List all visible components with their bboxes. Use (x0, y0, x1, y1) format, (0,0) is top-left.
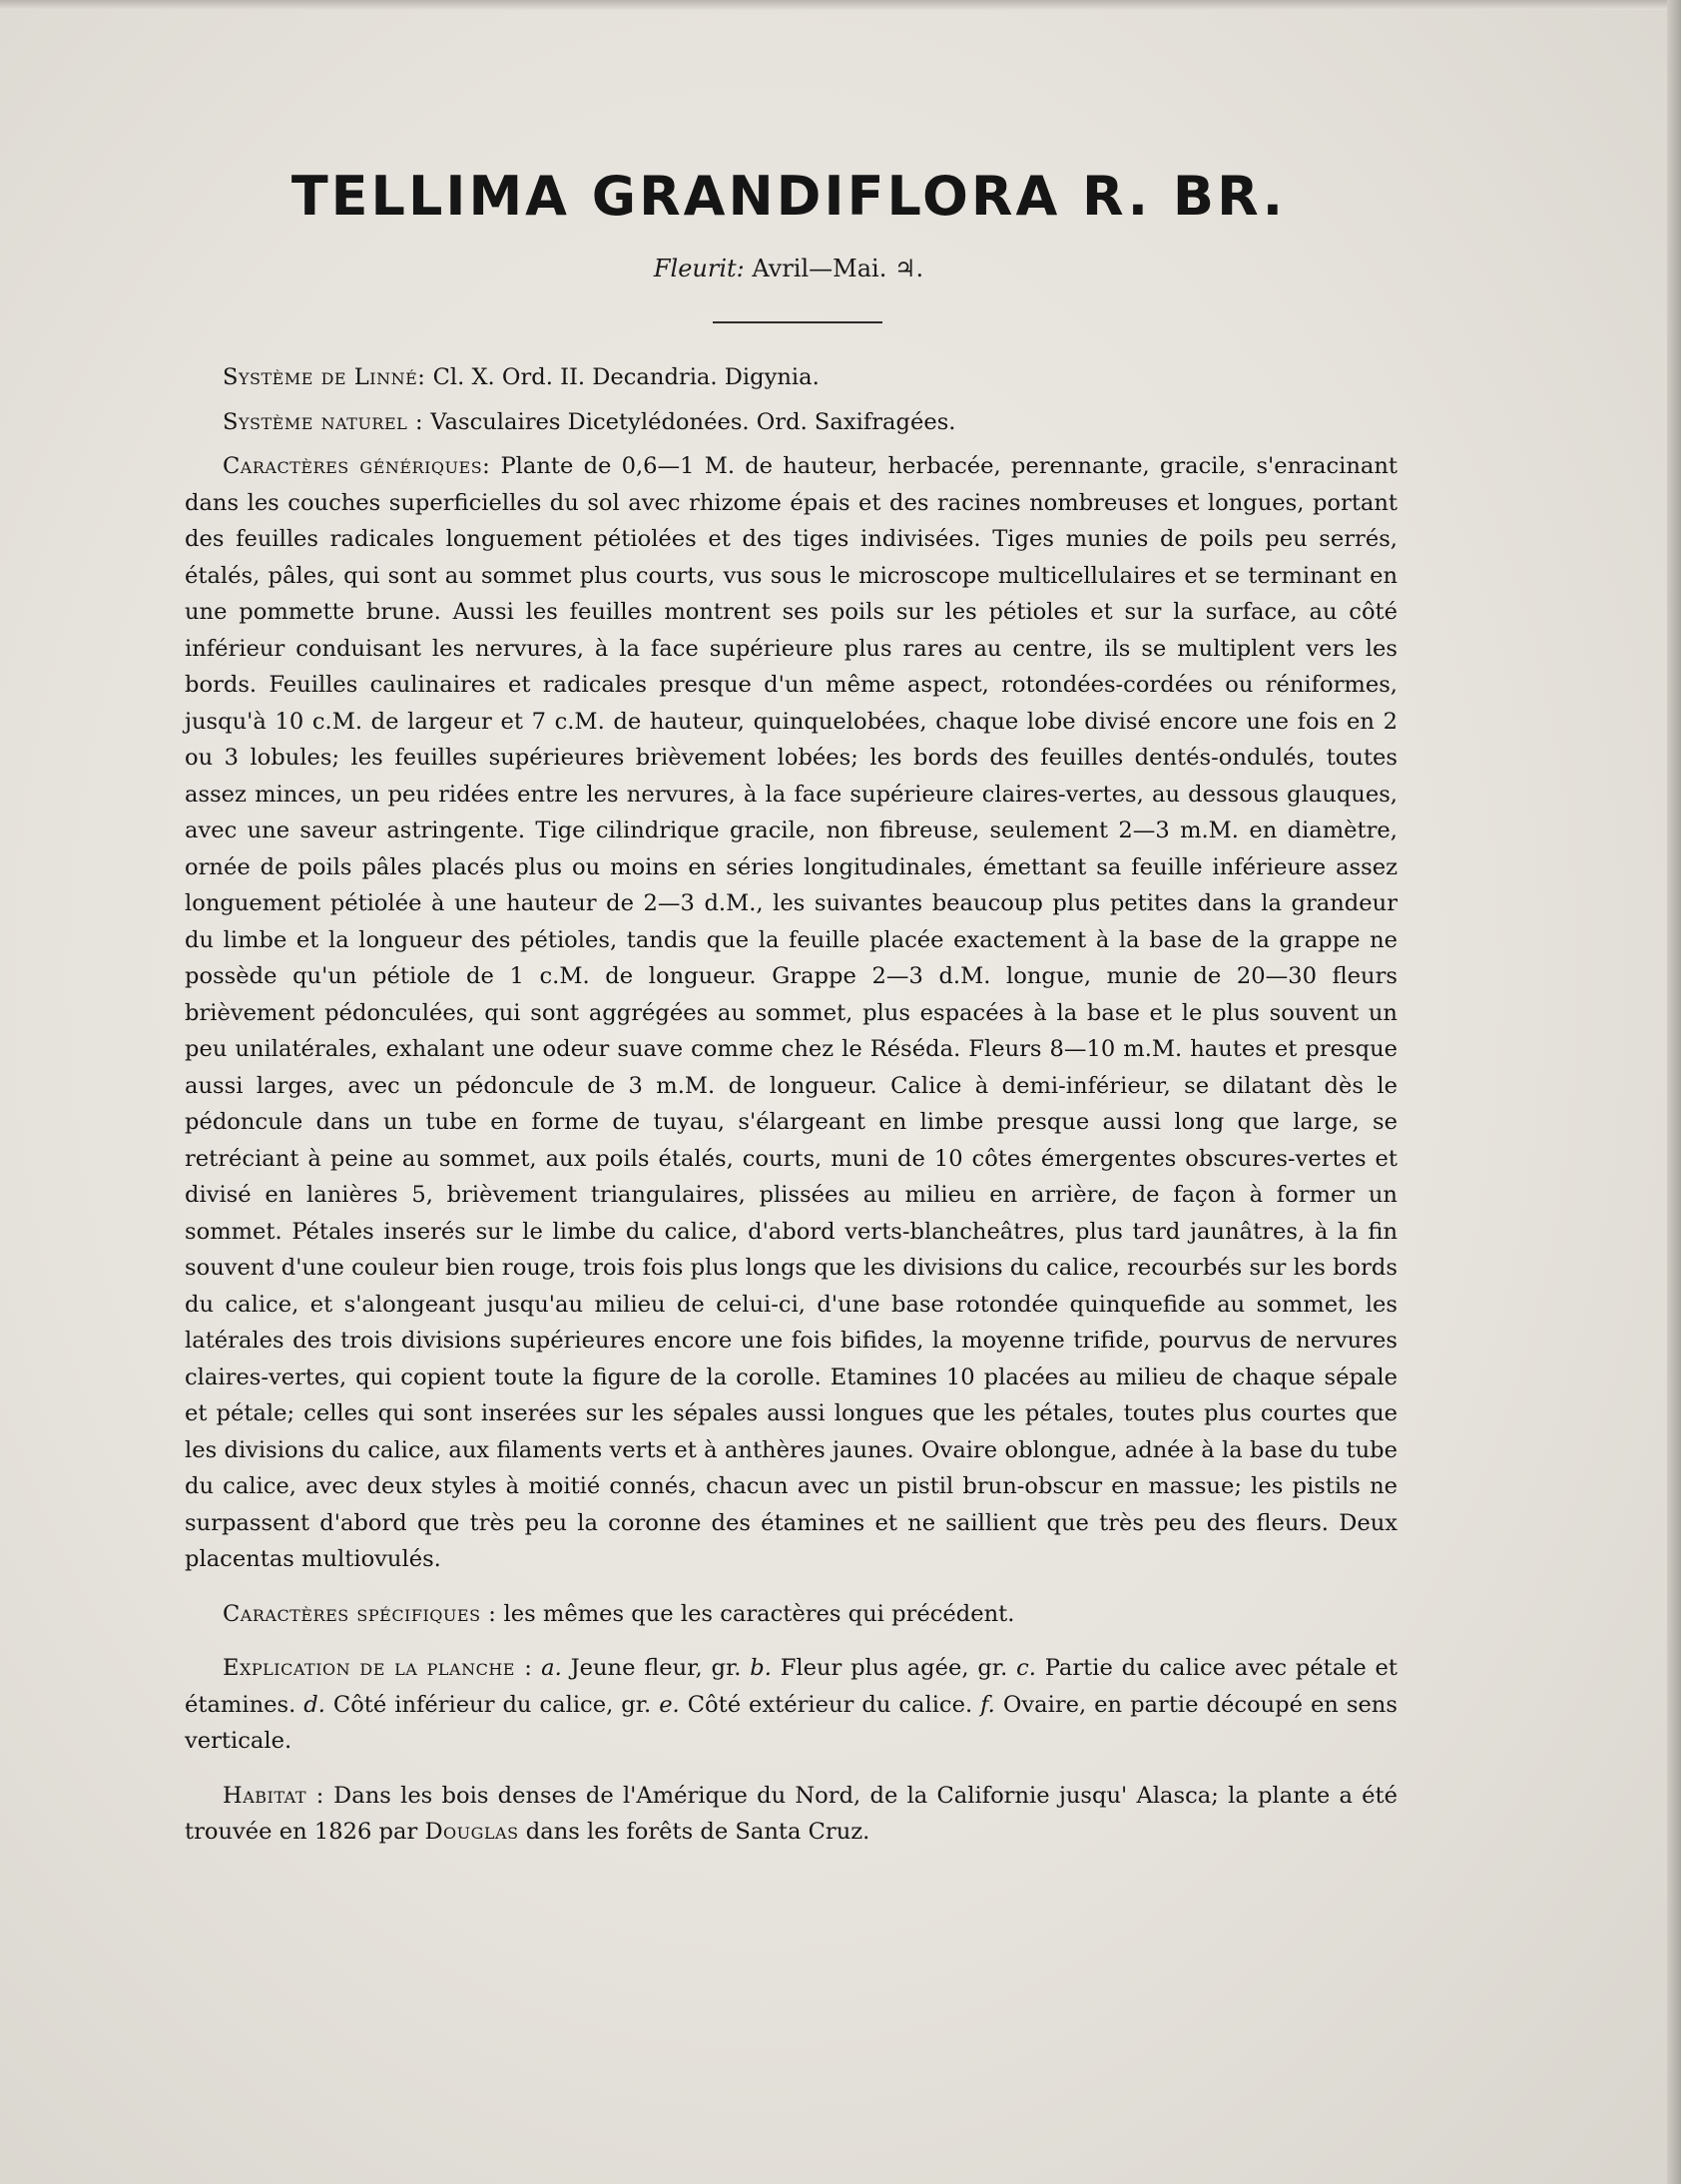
plate-letter-e: e. (659, 1691, 680, 1718)
section-habitat-text-after: dans les forêts de Santa Cruz. (525, 1819, 870, 1845)
page-title: TELLIMA GRANDIFLORA R. BR. (290, 165, 1287, 228)
plate-letter-d: d. (303, 1691, 325, 1718)
section-specifiques-text: les mêmes que les caractères qui précédent. (503, 1600, 1015, 1627)
title-divider (713, 321, 882, 323)
section-linne-text: Cl. X. Ord. II. Decandria. Digynia. (432, 364, 820, 390)
section-naturel-label: Système naturel : (223, 408, 424, 435)
page-top-edge (0, 0, 1681, 10)
section-habitat-label: Habitat : (223, 1782, 324, 1809)
plate-text-d: Côté inférieur du calice, gr. (332, 1691, 652, 1718)
flowering-line (0, 255, 1577, 282)
section-specifiques-label: Caractères spécifiques : (223, 1600, 497, 1627)
section-explication-label: Explication de la planche : (223, 1655, 533, 1681)
section-specifiques (185, 1596, 1398, 1633)
section-linne-label: Système de Linné: (223, 364, 426, 390)
page-right-edge (1667, 0, 1681, 2184)
flowering-value: Avril—Mai. ♃. (752, 255, 924, 282)
collector-name: Douglas (424, 1819, 519, 1845)
section-naturel (185, 404, 1398, 441)
section-linne (185, 359, 1398, 396)
section-explication (185, 1650, 1398, 1760)
plate-letter-c: c. (1016, 1655, 1036, 1681)
plate-text-b: Fleur plus agée, gr. (780, 1655, 1008, 1681)
plate-letter-a: a. (541, 1655, 562, 1681)
flowering-label: Fleurit: (653, 255, 745, 282)
plate-text-c: Partie du calice avec pétale et étamines. (185, 1655, 1399, 1718)
section-generiques (185, 448, 1398, 1578)
section-generiques-label: Caractères génériques: (223, 453, 491, 479)
section-naturel-text: Vasculaires Dicetylédonées. Ord. Saxifragées. (430, 408, 956, 435)
section-habitat (185, 1778, 1398, 1851)
plate-text-e: Côté extérieur du calice. (687, 1691, 973, 1718)
plate-letter-b: b. (750, 1655, 772, 1681)
plate-text-f: Ovaire, en partie découpé en sens verticale. (185, 1691, 1398, 1754)
section-generiques-text: Plante de 0,6—1 M. de hauteur, herbacée, perennante, gracile, s'enracinant dans les couches superficielles du sol avec rhizome épais et des racines nombreuses et longues, portant des feuilles radicales longuement pétiolées et des tiges indivisées. Tiges munies de poils peu serrés, étalés, pâles, qui sont au sommet plus courts, vus sous le microscope multicellulaires et se terminant en une pommette brune. Aussi les feuilles montrent ses poils sur les pétioles et sur la surface, au côté inférieur conduisant les nervures, à la face supérieure plus rares au centre, ils se multiplent vers les bords. Feuilles caulinaires et radicales presque d'un même aspect, rotondées-cordées ou réniformes, jusqu'à 10 c.M. de largeur et 7 c.M. de hauteur, quinquelobées, chaque lobe divisé encore une fois en 2 ou 3 lobules; les feuilles supérieures brièvement lobées; les bords des feuilles dentés-ondulés, toutes assez minces, un peu ridées entre les nervures, à la face supérieure claires-vertes, au dessous glauques, avec une saveur astringente. Tige cilindrique gracile, non fibreuse, seulement 2—3 m.M. en diamètre, ornée de poils pâles placés plus ou moins en séries longitudinales, émettant sa feuille inférieure assez longuement pétiolée à une hauteur de 2—3 d.M., les suivantes beaucoup plus petites dans la grandeur du limbe et la longueur des pétioles, tandis que la feuille placée exactement à la base de la grappe ne possède qu'un pétiole de 1 c.M. de longueur. Grappe 2—3 d.M. longue, munie de 20—30 fleurs brièvement pédonculées, qui sont aggrégées au sommet, plus espacées à la base et le plus souvent un peu unilatérales, exhalant une odeur suave comme chez le Réséda. Fleurs 8—10 m.M. hautes et presque aussi larges, avec un pédoncule de 3 m.M. de longueur. Calice à demi-inférieur, se dilatant dès le pédoncule dans un tube en forme de tuyau, s'élargeant en limbe presque aussi long que large, se retréciant à peine au sommet, aux poils étalés, courts, muni de 10 côtes émergentes obscures-vertes et divisé en lanières 5, brièvement triangulaires, plissées au milieu en arrière, de façon à former un sommet. Pétales inserés sur le limbe du calice, d'abord verts-blancheâtres, plus tard jaunâtres, à la fin souvent d'une couleur bien rouge, trois fois plus longs que les divisions du calice, recourbés sur les bords du calice, et s'alongeant jusqu'au milieu de celui-ci, d'une base rotondée quinquefide au sommet, les latérales des trois divisions supérieures encore une fois bifides, la moyenne trifide, pourvus de nervures claires-vertes, qui copient toute la figure de la corolle. Etamines 10 placées au milieu de chaque sépale et pétale; celles qui sont inserées sur les sépales aussi longues que les pétales, toutes plus courtes que les divisions du calice, aux filaments verts et à anthères jaunes. Ovaire oblongue, adnée à la base du tube du calice, avec deux styles à moitié connés, chacun avec un pistil brun-obscur en massue; les pistils ne surpassent d'abord que très peu la coronne des étamines et ne saillient que très peu des fleurs. Deux placentas multiovulés. (185, 453, 1398, 1572)
description-body (185, 359, 1398, 1859)
plate-letter-f: f. (980, 1691, 995, 1718)
section-habitat-text-before: Dans les bois denses de l'Amérique du Nord, de la Californie jusqu' Alasca; la plante a été trouvée en 1826 par (185, 1782, 1398, 1845)
plate-text-a: Jeune fleur, gr. (570, 1655, 742, 1681)
